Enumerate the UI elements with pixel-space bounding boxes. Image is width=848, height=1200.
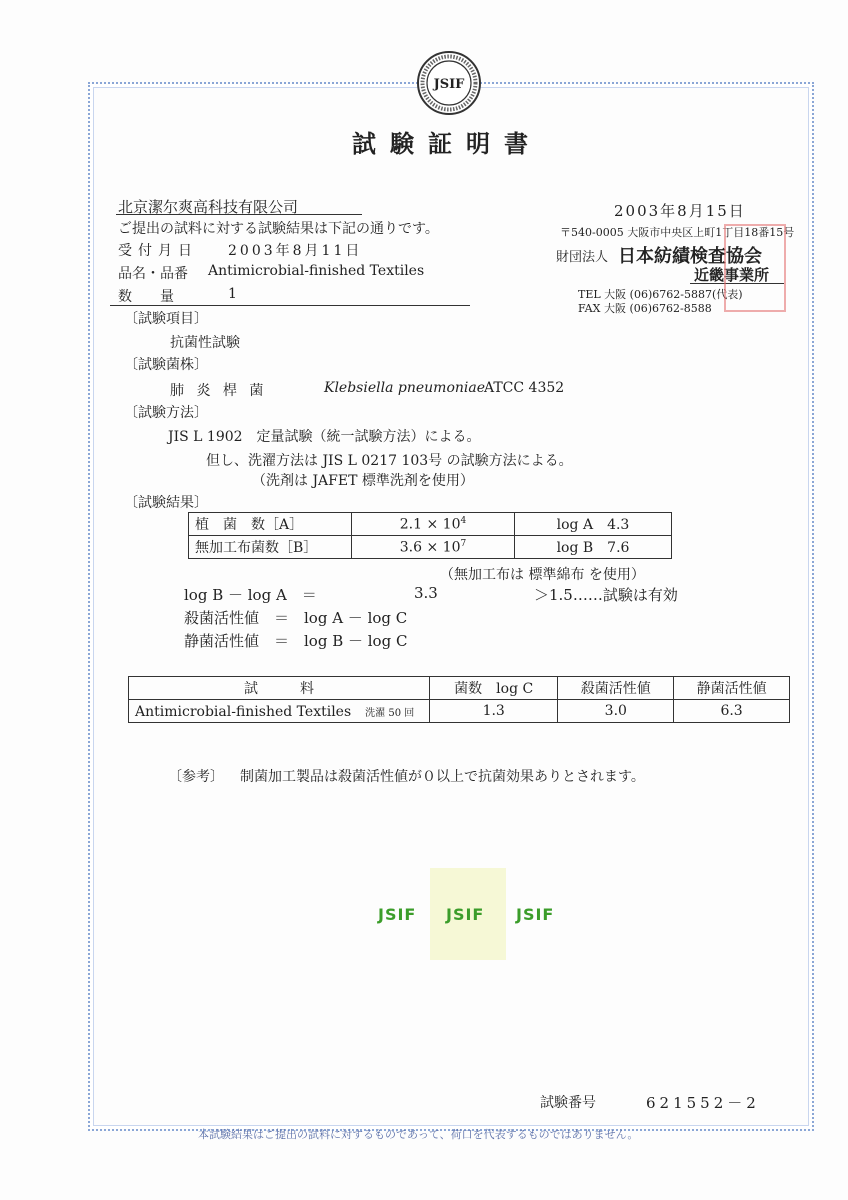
test-number: 621552－2 [646, 1094, 760, 1112]
quantity-label: 数 量 [118, 289, 174, 305]
issuer-prefix: 財団法人 [556, 250, 609, 265]
reference-label: 〔参考〕 [168, 769, 224, 785]
official-seal-stamp [724, 224, 786, 312]
counts-table [188, 512, 672, 559]
received-date: 2003年8月11日 [228, 243, 363, 259]
sample-name: Antimicrobial-finished Textiles 洗濯 50 回 [129, 700, 430, 723]
bacteriostatic-formula: 静菌活性値 ＝ log B － log C [184, 632, 408, 650]
intro-text: ご提出の試料に対する試験結果は下記の通りです。 [118, 221, 439, 237]
log-diff-label: log B － log A ＝ [184, 586, 317, 604]
quantity-value: 1 [228, 286, 237, 302]
count-value: $3.6 \times 10^7$ [352, 536, 515, 559]
issuer-branch: 近畿事業所 [694, 266, 770, 284]
header-bactericidal: 殺菌活性値 [558, 677, 674, 700]
issuer-org-name: 日本紡績検査協会 [618, 246, 762, 267]
page-title: 試験証明書 [352, 129, 542, 158]
strain-atcc: ATCC 4352 [484, 380, 565, 396]
count-label: 無加工布菌数［B］ [189, 536, 352, 559]
sample-bactericidal: 3.0 [558, 700, 674, 723]
bactericidal-formula: 殺菌活性値 ＝ log A － log C [184, 609, 408, 627]
count-log: log A 4.3 [515, 513, 672, 536]
svg-text:JSIF: JSIF [433, 77, 465, 92]
item-value: Antimicrobial-finished Textiles [208, 263, 425, 279]
count-log: log B 7.6 [515, 536, 672, 559]
strain-latin: Klebsiella pneumoniae [324, 380, 485, 396]
section-method-heading: 〔試験方法〕 [124, 405, 208, 421]
control-fabric-note: （無加工布は 標準綿布 を使用） [440, 567, 645, 583]
table-row [189, 536, 672, 559]
table-row [189, 513, 672, 536]
recipient-name: 北京潔尔爽高科技有限公司 [118, 198, 299, 216]
validity-check: ＞1.5……試験は有効 [534, 586, 678, 604]
header-log-c: 菌数 log C [430, 677, 558, 700]
method-line-1: JIS L 1902 定量試験（統一試験方法）による。 [168, 429, 481, 445]
section-item-body: 抗菌性試験 [170, 335, 240, 351]
table-row [129, 700, 790, 723]
sample-log-c: 1.3 [430, 700, 558, 723]
sample-bacteriostatic: 6.3 [674, 700, 790, 723]
log-diff-value: 3.3 [414, 584, 438, 602]
count-label: 植 菌 数［A］ [189, 513, 352, 536]
test-number-label: 試験番号 [540, 1095, 596, 1111]
issuer-address: 〒540-0005 大阪市中央区上町1丁目18番15号 [560, 226, 795, 239]
sample-results-table [128, 676, 790, 723]
jsif-watermark: JSIF [446, 905, 485, 924]
strain-japanese: 肺 炎 桿 菌 [170, 383, 268, 399]
issue-date: 2003年8月15日 [614, 202, 746, 220]
section-result-heading: 〔試験結果〕 [124, 495, 208, 511]
method-line-3: （洗剤は JAFET 標準洗剤を使用） [252, 473, 474, 489]
jsif-watermark: JSIF [378, 905, 417, 924]
table-header-row [129, 677, 790, 700]
section-item-heading: 〔試験項目〕 [124, 311, 208, 327]
header-rule [110, 305, 470, 306]
header-bacteriostatic: 静菌活性値 [674, 677, 790, 700]
footer-disclaimer: 本試験結果はご提出の試料に対するものであって、荷口を代表するものではありません。 [198, 1128, 639, 1141]
header-sample: 試 料 [129, 677, 430, 700]
jsif-watermark: JSIF [516, 905, 555, 924]
received-label: 受付月日 [118, 243, 198, 259]
recipient-underline [116, 214, 362, 215]
section-strain-heading: 〔試験菌株〕 [124, 357, 208, 373]
jsif-seal-logo [416, 50, 482, 116]
item-label: 品名・品番 [118, 266, 188, 282]
issuer-fax: FAX 大阪 (06)6762-8588 [578, 302, 712, 315]
reference-text: 制菌加工製品は殺菌活性値が０以上で抗菌効果ありとされます。 [240, 769, 645, 785]
issuer-tel: TEL 大阪 (06)6762-5887(代表) [578, 288, 743, 301]
count-value: $2.1 \times 10^4$ [352, 513, 515, 536]
method-line-2: 但し、洗濯方法は JIS L 0217 103号 の試験方法による。 [206, 453, 573, 469]
